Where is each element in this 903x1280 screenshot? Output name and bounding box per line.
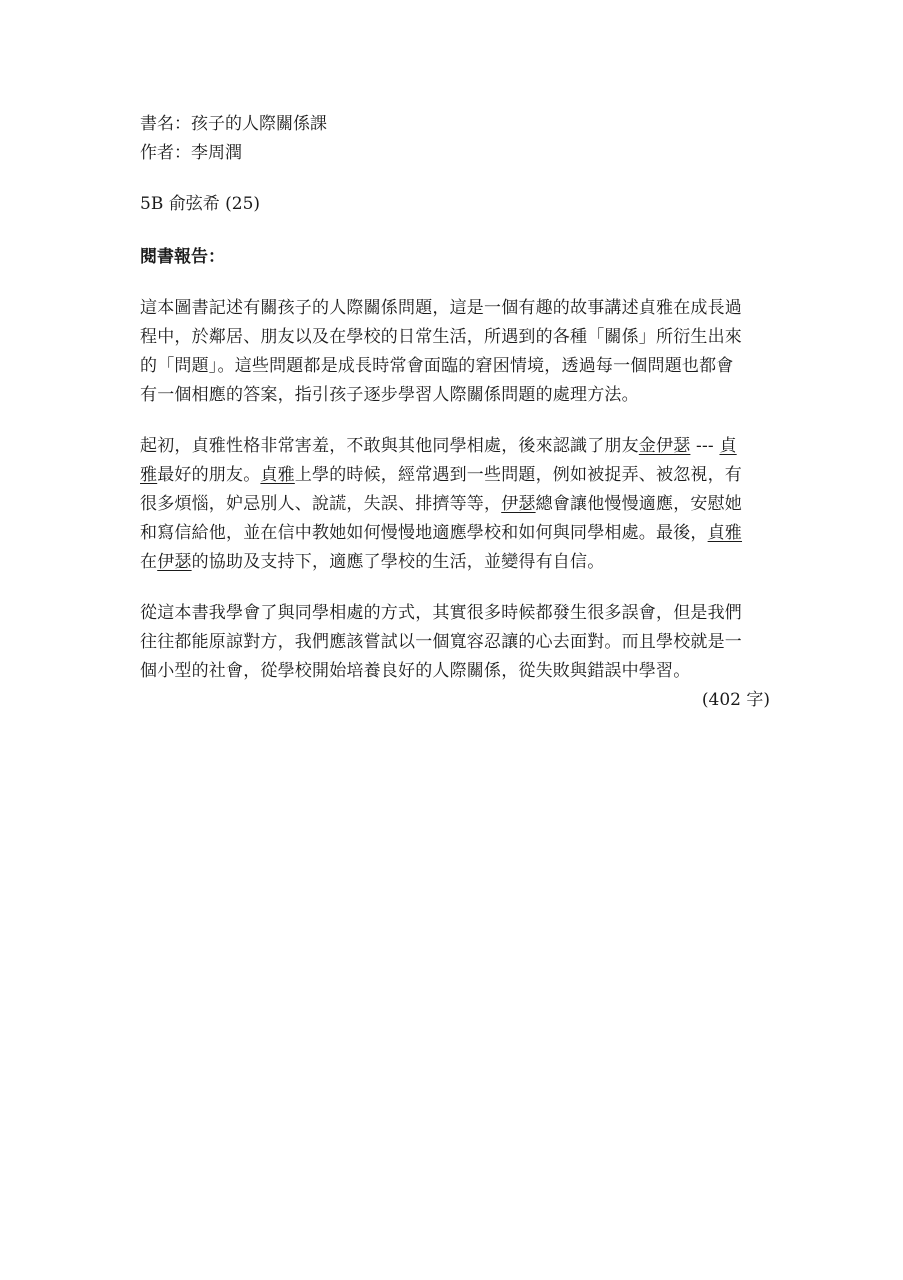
character-name: 伊瑟	[157, 552, 192, 572]
text-line: 個小型的社會，從學校開始培養良好的人際關係，從失敗與錯誤中學習。	[140, 661, 691, 681]
paragraph-summary	[140, 294, 770, 410]
text-segment: 起初，貞雅性格非常害羞，不敢與其他同學相處，後來認識了朋友	[140, 436, 639, 456]
text-line	[140, 461, 770, 490]
text-segment: 和寫信給他，並在信中教她如何慢慢地適應學校和如何與同學相處。最後，	[140, 523, 708, 543]
student-info: 5B 俞弦希 (25)	[140, 194, 261, 214]
text-line: 有一個相應的答案，指引孩子逐步學習人際關係問題的處理方法。	[140, 385, 639, 405]
text-line	[140, 548, 770, 577]
book-title: 書名：孩子的人際關係課	[140, 114, 327, 134]
text-segment: 上學的時候，經常遇到一些問題，例如被捉弄、被忽視，有	[294, 465, 743, 485]
text-line: 往往都能原諒對方，我們應該嘗試以一個寬容忍讓的心去面對。而且學校就是一	[140, 632, 742, 652]
text-segment: 的協助及支持下，適應了學校的生活，並變得有自信。	[191, 552, 605, 572]
text-segment: ---	[690, 436, 720, 456]
word-count: (402 字)	[701, 690, 770, 710]
report-heading: 閱書報告：	[140, 247, 225, 267]
author-line: 作者：李周潤	[140, 143, 242, 163]
character-name: 貞雅	[707, 523, 743, 543]
character-name: 伊瑟	[501, 494, 536, 514]
paragraph-reflection	[140, 599, 770, 686]
text-segment: 很多煩惱，妒忌別人、說謊，失誤、排擠等等，	[140, 494, 502, 514]
text-segment: 在	[140, 552, 158, 572]
character-name: 貞	[719, 436, 737, 456]
text-line: 從這本書我學會了與同學相處的方式，其實很多時候都發生很多誤會，但是我們	[140, 603, 742, 623]
text-line: 這本圖書記述有關孩子的人際關係問題，這是一個有趣的故事講述貞雅在成長過	[140, 298, 742, 318]
character-name: 雅	[140, 465, 158, 485]
text-line	[140, 490, 770, 519]
text-line	[140, 519, 770, 548]
character-name: 金伊瑟	[638, 436, 691, 456]
text-line: 的「問題」。這些問題都是成長時常會面臨的窘困情境，透過每一個問題也都會	[140, 356, 734, 376]
character-name: 貞雅	[260, 465, 295, 485]
text-line: 程中，於鄰居、朋友以及在學校的日常生活，所遇到的各種「關係」所衍生出來	[140, 327, 742, 347]
paragraph-story	[140, 432, 770, 577]
report-content	[140, 110, 770, 715]
text-line	[140, 432, 770, 461]
text-segment: 總會讓他慢慢適應，安慰她	[535, 494, 743, 514]
text-segment: 最好的朋友。	[157, 465, 261, 485]
